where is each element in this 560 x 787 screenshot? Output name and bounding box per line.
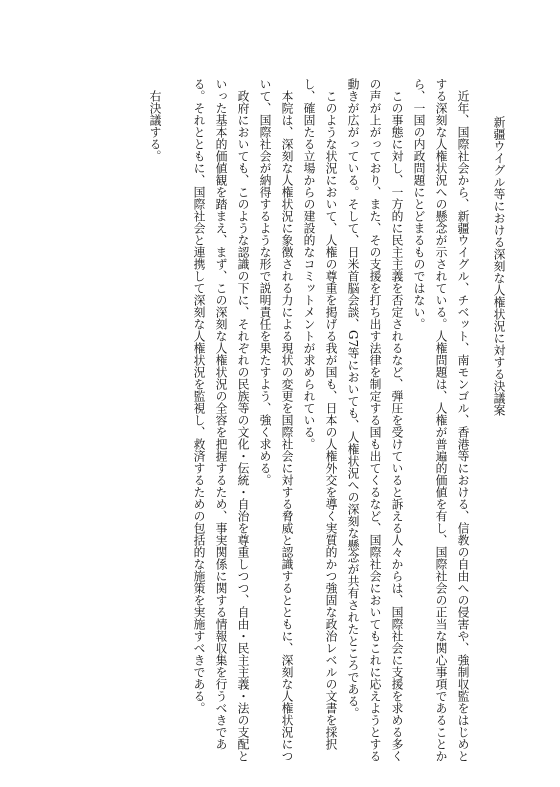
paragraph-4: 本院は、深刻な人権状況に象徴される力による現状の変更を国際社会に対する脅威と認識するとともに、深刻な人権状況について、国際社会が納得するような形で説明責任を果たすよう、強く求める。 <box>258 78 294 762</box>
paragraph-5: 政府においても、このような認識の下に、それぞれの民族等の文化・伝統・自治を尊重しつつ、自由・民主主義・法の支配といった基本的価値観を踏まえ、まず、この深刻な人権状況の全容を把握するため、事実関係に関する情報収集を行うべきである。それとともに、国際社会と連携して深刻な人権状況を監視し、救済するための包括的な施策を実施すべきである。 <box>192 78 250 762</box>
resolution-document <box>70 78 510 768</box>
paragraph-3: このような状況において、人権の尊重を掲げる我が国も、日本の人権外交を導く実質的かつ強固な政治レベルの文書を採択し、確固たる立場からの建設的なコミットメントが求められている。 <box>302 78 338 750</box>
document-title: 新疆ウイグル等における深刻な人権状況に対する決議案 <box>492 116 506 416</box>
paragraph-1: 近年、国際社会から、新疆ウイグル、チベット、南モンゴル、香港等における、信教の自由への侵害や、強制収監をはじめとする深刻な人権状況への懸念が示されている。人権問題は、人権が普遍的価値を有し、国際社会の正当な関心事項であることから、一国の内政問題にとどまるものではない。 <box>412 78 470 762</box>
paragraph-2: この事態に対し、一方的に民主主義を否定されるなど、弾圧を受けていると訴える人々からは、国際社会に支援を求める多くの声が上がっており、また、その支援を打ち出す法律を制定する国も出てくるなど、国際社会においてもこれに応えようとする動きが広がっている。そして、日米首脳会談、G7等においても、人権状況への深刻な懸念が共有されたところである。 <box>346 78 404 762</box>
closing-statement: 右決議する。 <box>148 89 162 162</box>
